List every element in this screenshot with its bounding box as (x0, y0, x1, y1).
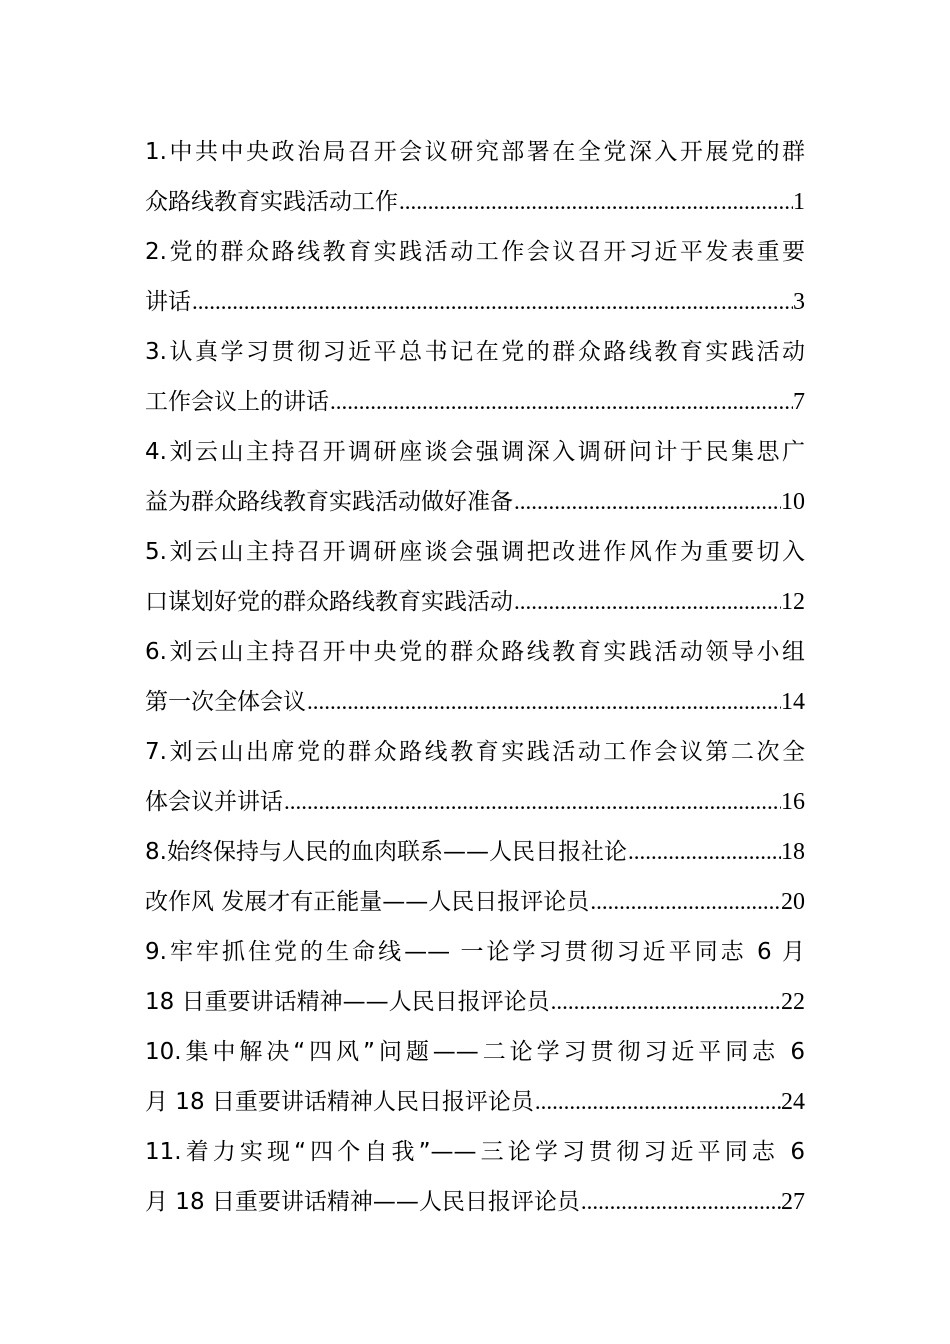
toc-entry-title: 月 18 日重要讲话精神人民日报评论员 (145, 1089, 534, 1115)
toc-entry-8[interactable] (145, 827, 805, 877)
toc-entry-title: 18 日重要讲话精神——人民日报评论员 (145, 989, 550, 1015)
toc-page-number: 22 (781, 989, 805, 1015)
toc-leader-dots (580, 1177, 781, 1227)
toc-leader-dots (398, 177, 793, 227)
toc-entry-title: 8.始终保持与人民的血肉联系——人民日报社论 (145, 839, 627, 865)
toc-entry-4-line1: 4.刘云山主持召开调研座谈会强调深入调研问计于民集思广 (145, 439, 805, 465)
toc-entry-title: 第一次全体会议 (145, 689, 306, 715)
toc-page-number: 27 (781, 1189, 805, 1215)
toc-entry-title: 讲话 (145, 289, 191, 315)
toc-page-number: 12 (781, 589, 805, 615)
toc-entry-title: 体会议并讲话 (145, 789, 283, 815)
toc-entry-5-line1: 5.刘云山主持召开调研座谈会强调把改进作风作为重要切入 (145, 539, 805, 565)
toc-entry-11-line1: 11.着力实现“四个自我”——三论学习贯彻习近平同志 6 (145, 1139, 805, 1165)
toc-leader-dots (329, 377, 793, 427)
toc-entry-7[interactable] (145, 777, 805, 827)
toc-page-number: 3 (793, 289, 805, 315)
toc-leader-dots (534, 1077, 781, 1127)
toc-entry-title: 月 18 日重要讲话精神——人民日报评论员 (145, 1189, 580, 1215)
toc-entry-10[interactable] (145, 1077, 805, 1127)
toc-entry-6[interactable] (145, 677, 805, 727)
toc-entry-1-line1: 1.中共中央政治局召开会议研究部署在全党深入开展党的群 (145, 139, 805, 165)
toc-page-number: 18 (781, 839, 805, 865)
toc-page-number: 24 (781, 1089, 805, 1115)
table-of-contents (145, 127, 805, 1227)
toc-entry-8b[interactable] (145, 877, 805, 927)
toc-entry-9[interactable] (145, 977, 805, 1027)
toc-entry-11[interactable] (145, 1177, 805, 1227)
toc-page-number: 16 (781, 789, 805, 815)
toc-page-number: 7 (793, 389, 805, 415)
toc-entry-7-line1: 7.刘云山出席党的群众路线教育实践活动工作会议第二次全 (145, 739, 805, 765)
toc-leader-dots (589, 877, 781, 927)
toc-entry-6-line1: 6.刘云山主持召开中央党的群众路线教育实践活动领导小组 (145, 639, 805, 665)
toc-leader-dots (550, 977, 781, 1027)
toc-page-number: 10 (781, 489, 805, 515)
toc-page-number: 1 (793, 189, 805, 215)
toc-leader-dots (306, 677, 781, 727)
toc-page-number: 20 (781, 889, 805, 915)
toc-entry-title: 口谋划好党的群众路线教育实践活动 (145, 589, 513, 615)
toc-entry-title: 益为群众路线教育实践活动做好准备 (145, 489, 513, 515)
toc-entry-5[interactable] (145, 577, 805, 627)
toc-leader-dots (513, 577, 781, 627)
toc-leader-dots (283, 777, 781, 827)
toc-entry-2[interactable] (145, 277, 805, 327)
toc-entry-2-line1: 2.党的群众路线教育实践活动工作会议召开习近平发表重要 (145, 239, 805, 265)
toc-entry-4[interactable] (145, 477, 805, 527)
toc-entry-10-line1: 10.集中解决“四风”问题——二论学习贯彻习近平同志 6 (145, 1039, 805, 1065)
toc-entry-title: 众路线教育实践活动工作 (145, 189, 398, 215)
toc-leader-dots (191, 277, 793, 327)
toc-entry-title: 改作风 发展才有正能量——人民日报评论员 (145, 889, 590, 915)
toc-entry-1[interactable] (145, 177, 805, 227)
toc-leader-dots (627, 827, 781, 877)
toc-entry-3-line1: 3.认真学习贯彻习近平总书记在党的群众路线教育实践活动 (145, 339, 805, 365)
toc-entry-3[interactable] (145, 377, 805, 427)
toc-leader-dots (513, 477, 781, 527)
toc-page-number: 14 (781, 689, 805, 715)
toc-entry-9-line1: 9.牢牢抓住党的生命线—— 一论学习贯彻习近平同志 6 月 (145, 939, 805, 965)
toc-entry-title: 工作会议上的讲话 (145, 389, 329, 415)
